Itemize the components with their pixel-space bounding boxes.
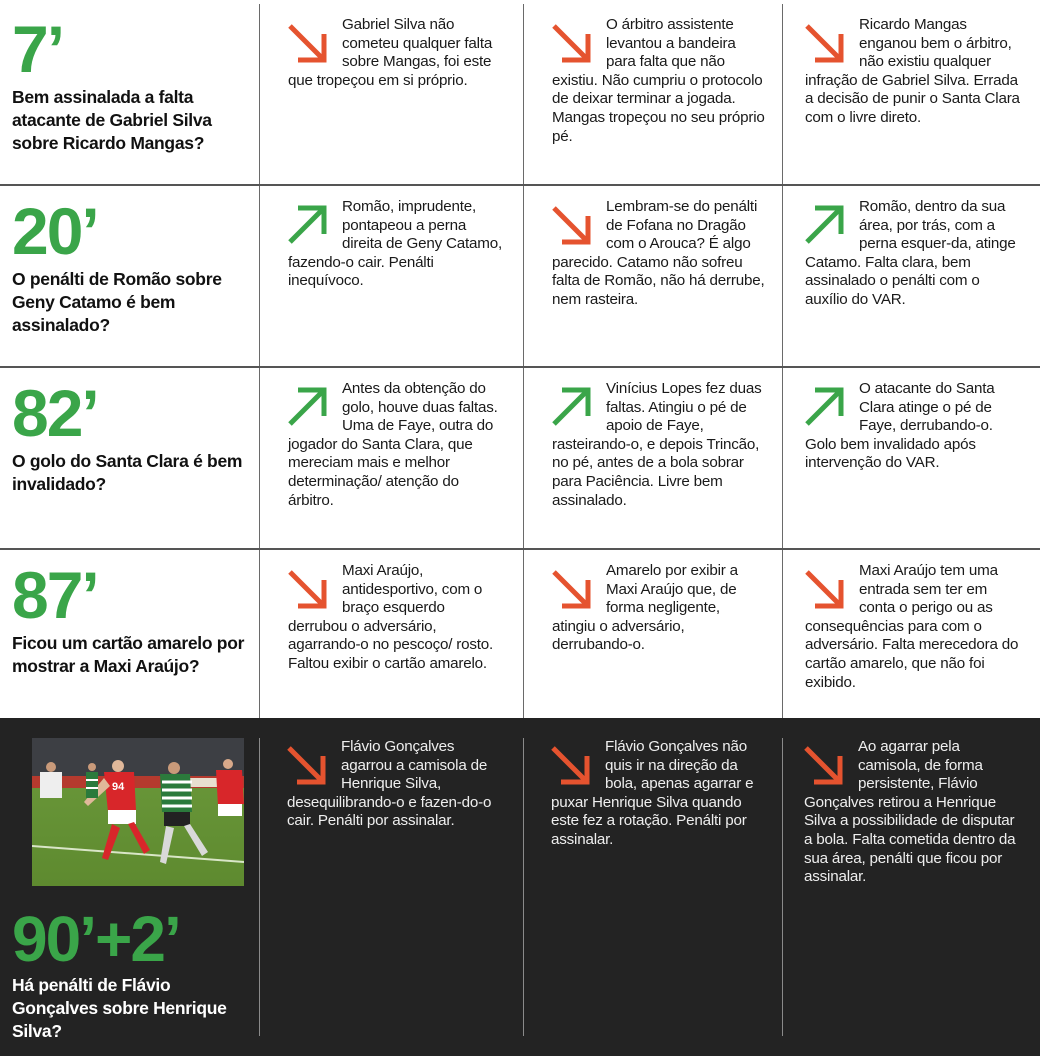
row-7 xyxy=(0,4,1040,186)
row-90-plus-2 xyxy=(0,718,1040,1056)
opinion-cell xyxy=(782,550,1040,718)
opinion-cell xyxy=(523,368,782,548)
opinion-text: O atacante do Santa Clara atinge o pé de Faye, derrubando-o. Golo bem invalidado após intervenção do VAR. xyxy=(805,380,995,472)
row-82 xyxy=(0,368,1040,550)
row-87 xyxy=(0,550,1040,718)
opinion-text: Maxi Araújo, antidesportivo, com o braço esquerdo derrubou o adversário, agarrando-o no pescoço/ rosto. Faltou exibir o cartão amarelo. xyxy=(288,562,494,672)
question-text: O golo do Santa Clara é bem invalidado? xyxy=(12,451,243,494)
opinion-text: Amarelo por exibir a Maxi Araújo que, de forma negligente, atingiu o adversário, derrubando-o. xyxy=(552,562,738,654)
opinion-text: Gabriel Silva não cometeu qualquer falta sobre Mangas, foi este que tropeçou em si próprio. xyxy=(288,16,493,89)
arrow-down-icon xyxy=(548,20,596,68)
opinion-cell xyxy=(523,186,782,366)
question-cell xyxy=(0,718,259,1056)
question-cell xyxy=(0,186,259,366)
opinion-cell xyxy=(259,718,523,1056)
match-photo xyxy=(32,738,244,886)
opinion-text: Romão, dentro da sua área, por trás, com a perna esquer-da, atinge Catamo. Falta clara, bem assinalado o penálti com o auxílio do VAR. xyxy=(805,198,1016,308)
arrow-down-icon xyxy=(284,20,332,68)
opinion-text: Ao agarrar pela camisola, de forma persistente, Flávio Gonçalves retirou a Henrique Silva a possibilidade de disputar a bola. Falta cometida dentro da sua área, penálti que ficou por assinalar. xyxy=(804,738,1016,886)
minute-label: 87’ xyxy=(12,558,98,632)
arrow-up-icon xyxy=(801,384,849,432)
opinion-cell xyxy=(259,4,523,184)
opinion-text: Antes da obtenção do golo, houve duas faltas. Uma de Faye, outra do jogador do Santa Clara, que mereciam mais e melhor determinação/ atenção do árbitro. xyxy=(288,380,498,509)
arrow-down-icon xyxy=(800,742,848,790)
question-text: Ficou um cartão amarelo por mostrar a Maxi Araújo? xyxy=(12,633,245,676)
question-cell xyxy=(0,368,259,548)
opinion-cell xyxy=(523,4,782,184)
question-text: Bem assinalada a falta atacante de Gabriel Silva sobre Ricardo Mangas? xyxy=(12,87,212,153)
opinion-text: Ricardo Mangas enganou bem o árbitro, não existiu qualquer infração de Gabriel Silva. Errada a decisão de punir o Santa Clara com o livre direto. xyxy=(805,16,1020,126)
arrow-up-icon xyxy=(284,202,332,250)
arrow-down-icon xyxy=(801,20,849,68)
opinion-text: O árbitro assistente levantou a bandeira para falta que não existiu. Não cumpriu o protocolo de deixar terminar a jogada. Mangas tropeçou no seu próprio pé. xyxy=(552,16,765,145)
opinion-cell xyxy=(523,550,782,718)
arrow-up-icon xyxy=(548,384,596,432)
opinion-cell xyxy=(259,368,523,548)
opinion-cell xyxy=(782,368,1040,548)
question-cell xyxy=(0,550,259,718)
arrow-down-icon xyxy=(547,742,595,790)
row-20 xyxy=(0,186,1040,368)
opinion-cell xyxy=(782,4,1040,184)
arrow-down-icon xyxy=(283,742,331,790)
arrow-up-icon xyxy=(801,202,849,250)
question-cell xyxy=(0,4,259,184)
opinion-text: Romão, imprudente, pontapeou a perna direita de Geny Catamo, fazendo-o cair. Penálti inequívoco. xyxy=(288,198,503,290)
opinion-cell xyxy=(259,550,523,718)
shirt-number: 94 xyxy=(112,781,125,793)
minute-label: 82’ xyxy=(12,376,98,450)
arrow-down-icon xyxy=(284,566,332,614)
minute-label: 7’ xyxy=(12,12,64,86)
opinion-cell xyxy=(782,186,1040,366)
arrow-up-icon xyxy=(284,384,332,432)
opinion-text: Vinícius Lopes fez duas faltas. Atingiu o pé de apoio de Faye, rasteirando-o, e depois Trincão, no pé, antes de a bola sobrar para Paciência. Livre bem assinalado. xyxy=(552,380,762,509)
opinion-cell xyxy=(523,718,782,1056)
minute-label: 90’+2’ xyxy=(12,903,180,975)
opinion-text: Lembram-se do penálti de Fofana no Dragão com o Arouca? É algo parecido. Catamo não sofreu falta de Romão, não há derrube, nem rasteira. xyxy=(552,198,765,308)
opinion-text: Maxi Araújo tem uma entrada sem ter em conta o perigo ou as consequências para com o adversário. Falta merecedora do cartão amarelo, que não foi exibido. xyxy=(805,562,1019,691)
opinion-text: Flávio Gonçalves não quis ir na direção da bola, apenas agarrar e puxar Henrique Silva quando este fez a rotação. Penálti por assinalar. xyxy=(551,738,754,848)
opinion-cell xyxy=(259,186,523,366)
question-text: O penálti de Romão sobre Geny Catamo é bem assinalado? xyxy=(12,269,222,335)
opinion-text: Flávio Gonçalves agarrou a camisola de Henrique Silva, desequilibrando-o e fazen-do-o cair. Penálti por assinalar. xyxy=(287,738,492,830)
arrow-down-icon xyxy=(801,566,849,614)
question-text: Há penálti de Flávio Gonçalves sobre Henrique Silva? xyxy=(12,975,227,1041)
minute-label: 20’ xyxy=(12,194,98,268)
opinion-cell xyxy=(782,718,1040,1056)
arrow-down-icon xyxy=(548,202,596,250)
arrow-down-icon xyxy=(548,566,596,614)
